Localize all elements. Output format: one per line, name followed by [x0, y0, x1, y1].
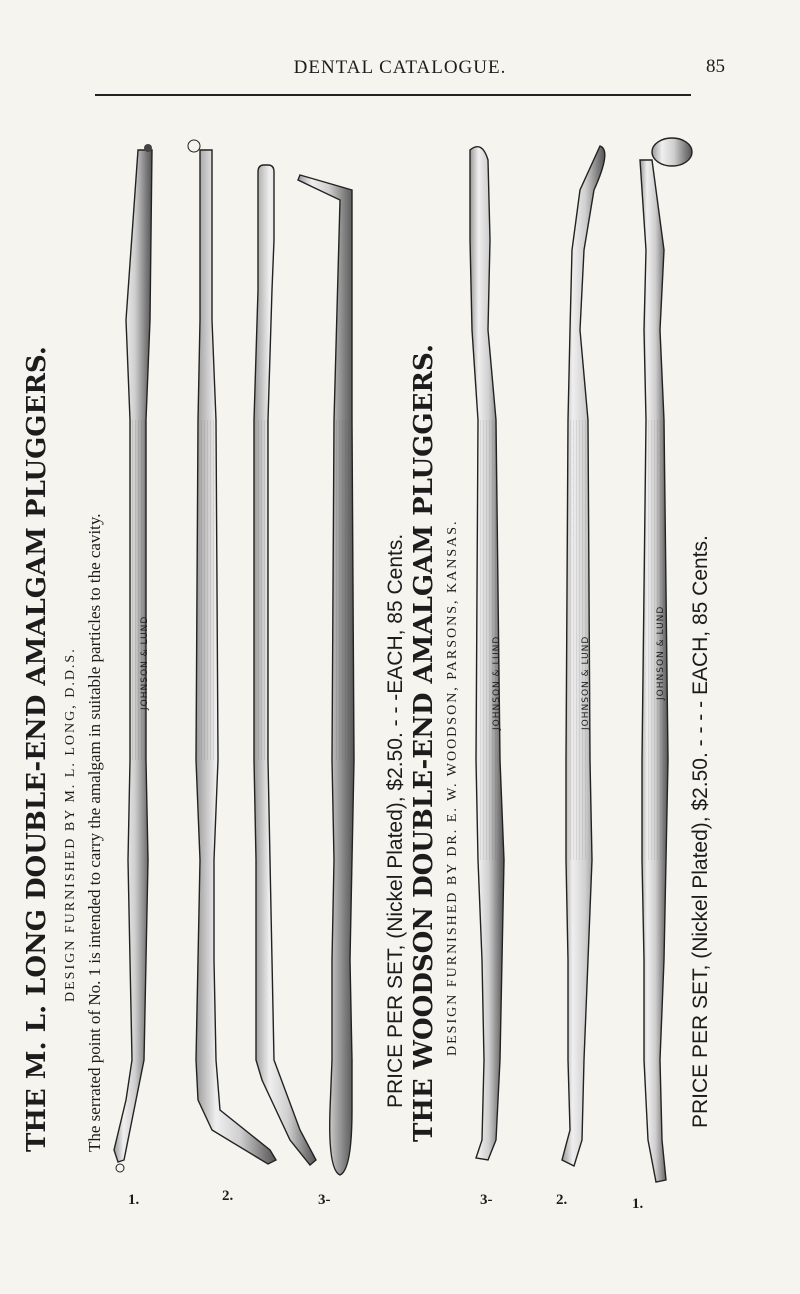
- section-woodson-design-credit: DESIGN FURNISHED BY DR. E. W. WOODSON, PARSONS, KANSAS.: [445, 519, 460, 1056]
- section-long-design-credit: DESIGN FURNISHED BY M. L. LONG, D.D.S.: [63, 647, 78, 1002]
- long-number-1: 1.: [128, 1192, 140, 1208]
- section-long-title: THE M. L. LONG DOUBLE-END AMALGAM PLUGGERS.: [22, 346, 52, 1152]
- section-long-price: PRICE PER SET, (Nickel Plated), $2.50. - - -EACH, 85 Cents.: [384, 533, 407, 1108]
- woodson-number-2: 2.: [556, 1192, 568, 1208]
- section-woodson-title: THE WOODSON DOUBLE-END AMALGAM PLUGGERS.: [409, 344, 439, 1142]
- section-woodson-price: PRICE PER SET, (Nickel Plated), $2.50. - - - - EACH, 85 Cents.: [689, 535, 712, 1128]
- page-number: 85: [706, 56, 725, 77]
- handle-brand-woodson-3: JOHNSON & LUND: [492, 635, 502, 730]
- long-number-2: 2.: [222, 1188, 234, 1204]
- handle-brand-woodson-1: JOHNSON & LUND: [656, 605, 666, 700]
- handle-brand-long-1: JOHNSON & LUND: [140, 615, 150, 710]
- woodson-number-1: 1.: [632, 1196, 644, 1212]
- long-plugger-3: [254, 165, 316, 1165]
- page-header-title: DENTAL CATALOGUE.: [293, 57, 507, 78]
- long-number-3: 3-: [318, 1192, 331, 1208]
- section-long-description: The serrated point of No. 1 is intended to carry the amalgam in suitable particles to the cavity.: [85, 513, 104, 1152]
- handle-brand-woodson-2: JOHNSON & LUND: [581, 635, 591, 730]
- woodson-plugger-1: [640, 138, 692, 1182]
- long-plugger-4: [298, 175, 354, 1175]
- woodson-number-3: 3-: [480, 1192, 493, 1208]
